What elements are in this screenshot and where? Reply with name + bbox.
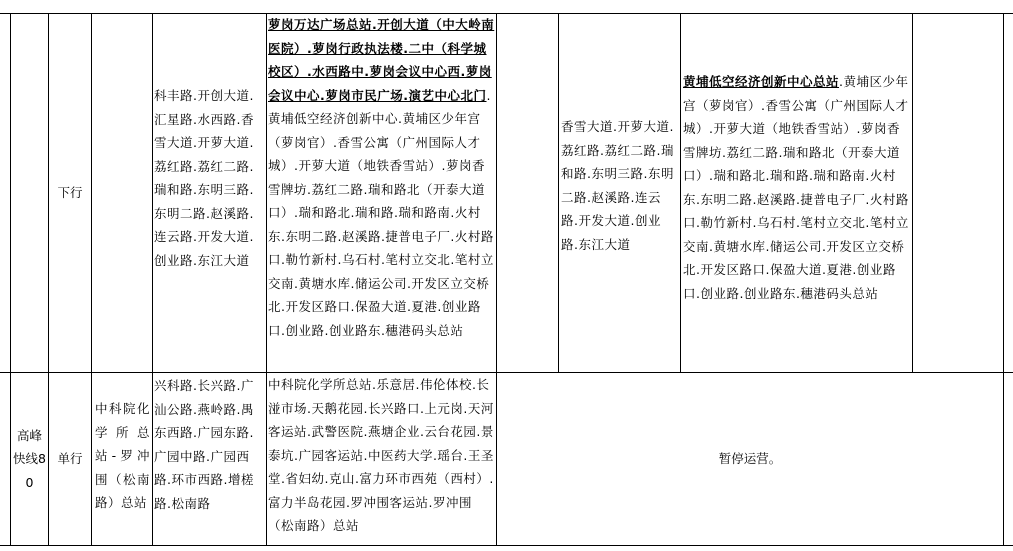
col-border-3: [152, 13, 153, 546]
row1-stops-2: [683, 70, 910, 305]
row1-stops: [268, 13, 495, 342]
col-border-9: [1003, 13, 1004, 546]
row1-stops-highlight: 萝岗万达广场总站.开创大道（中大岭南医院）.萝岗行政执法楼.二中（科学城校区）.水西路中.萝岗会议中心西.萝岗会议中心.萝岗市民广场.演艺中心北门: [268, 17, 495, 103]
row1-roads-2: 香雪大道.开萝大道.荔红路.荔红二路.瑞和路.东明三路.东明二路.赵溪路.连云路.开发大道.创业路.东江大道: [561, 119, 674, 252]
row1-stops2-rest: .黄埔区少年宫（萝岗官）.香雪公寓（广州国际人才城）.开萝大道（地铁香雪站）.萝岗香雪牌坊.荔红二路.瑞和路北（开泰大道口）.瑞和路北.瑞和路.瑞和路南.火村东.东明二路.赵溪路.捷普电子厂.火村路口.勒竹新村.乌石村.笔村立交北.笔村立交南.黄塘水库.储运公司.开发区立交桥北.开发区路口.保盈大道.夏港.创业路口.创业路.创业路东.穗港码头总站: [683, 74, 909, 301]
row2-stops: 中科院化学所总站.乐意居.伟伦体校.长湴市场.天鹅花园.长兴路口.上元岗.天河客运站.武警医院.燕塘企业.云台花园.景泰坑.广园客运站.中医药大学.瑶台.王圣堂.省妇幼.克山.富力环市西苑（西村）.富力半岛花园.罗冲围客运站.罗冲围（松南路）总站: [268, 377, 494, 533]
row1-direction: 下行: [57, 185, 83, 201]
row2-route: 高峰快线80: [13, 427, 46, 490]
col-border-6: [558, 13, 559, 373]
col-border-2: [91, 13, 92, 546]
row2-terminals: 中科院化学所总站-罗冲围（松南路）总站: [95, 401, 150, 510]
row2-roads: 兴科路.长兴路.广汕公路.燕岭路.禺东西路.广园东路.广园中路.广园西路.环市西路.增槎路.松南路: [154, 378, 254, 511]
row1-stops-rest: .黄埔低空经济创新中心.黄埔区少年宫（萝岗官）.香雪公寓（广州国际人才城）.开萝大道（地铁香雪站）.萝岗香雪牌坊.荔红二路.瑞和路北（开泰大道口）.瑞和路北.瑞和路.瑞和路南.火村东.东明二路.赵溪路.捷普电子厂.火村路口.勒竹新村.乌石村.笔村立交北.笔村立交南.黄塘水库.储运公司.开发区立交桥北.开发区路口.保盈大道.夏港.创业路口.创业路.创业路东.穗港码头总站: [268, 87, 494, 338]
col-border-4: [266, 13, 267, 546]
col-border-8: [912, 13, 913, 373]
row2-status: 暂停运营。: [718, 451, 782, 467]
row1-roads: 科丰路.开创大道.汇星路.水西路.香雪大道.开萝大道.荔红路.荔红二路.瑞和路.东明三路.东明二路.赵溪路.连云路.开发大道.创业路.东江大道: [154, 88, 254, 268]
col-border-7: [680, 13, 681, 373]
row2-direction: 单行: [57, 451, 83, 467]
row1-stops2-highlight: 黄埔低空经济创新中心总站: [683, 74, 840, 89]
